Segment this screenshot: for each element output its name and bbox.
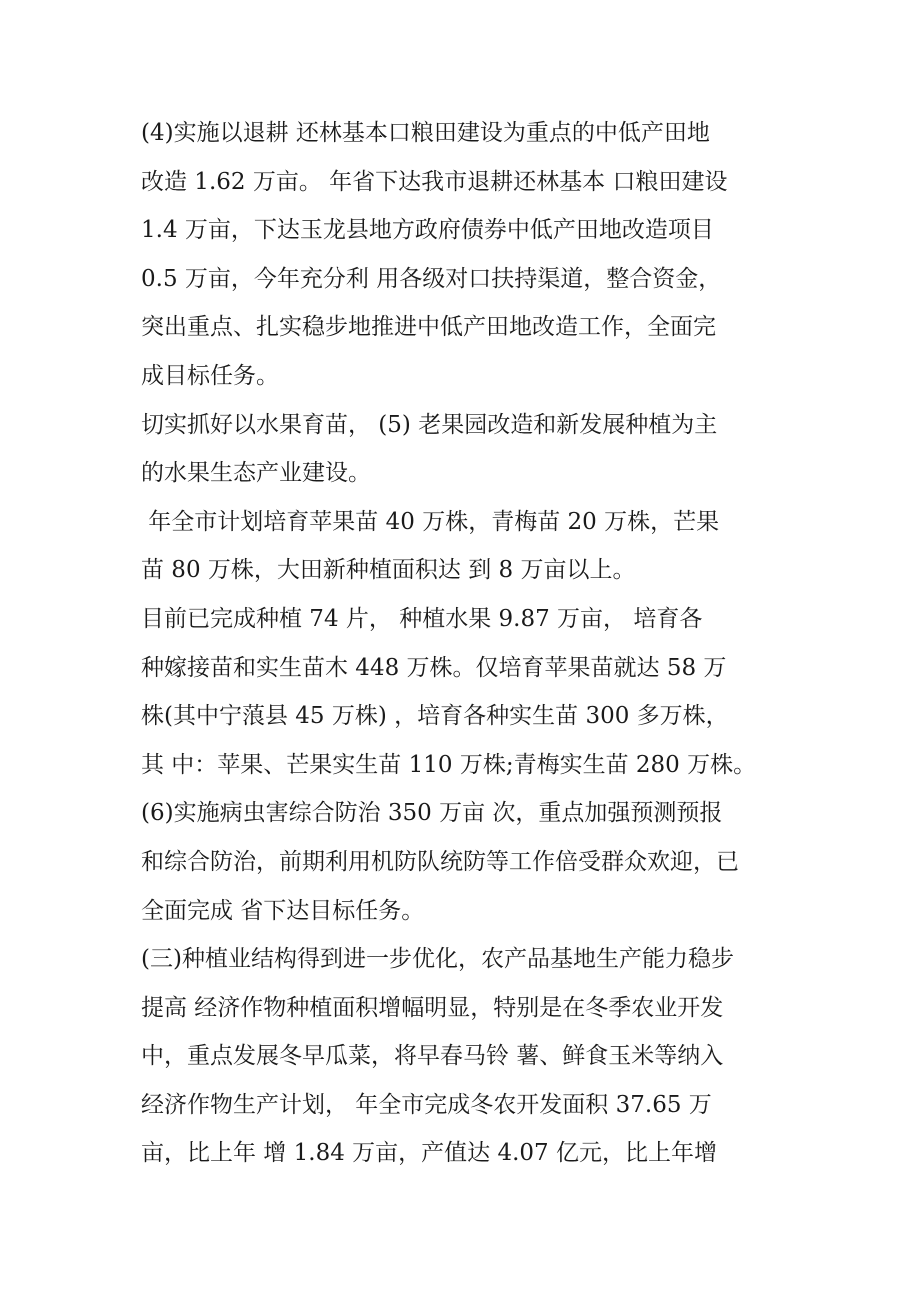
text-line-19: 提高 经济作物种植面积增幅明显，特别是在冬季农业开发 — [141, 994, 724, 1021]
text-line-17: 全面完成 省下达目标任务。 — [141, 897, 425, 924]
text-line-2: 改造 1.62 万亩。 年省下达我市退耕还林基本 口粮田建设 — [141, 168, 728, 195]
text-line-18: (三)种植业结构得到进一步优化，农产品基地生产能力稳步 — [141, 946, 734, 973]
text-line-14: 其 中：苹果、芒果实生苗 110 万株;青梅实生苗 280 万株。 — [141, 751, 757, 778]
text-line-20: 中，重点发展冬早瓜菜，将早春马铃 薯、鲜食玉米等纳入 — [141, 1043, 724, 1070]
text-line-5: 突出重点、扎实稳步地推进中低产田地改造工作，全面完 — [141, 314, 716, 341]
text-line-8: 的水果生态产业建设。 — [141, 460, 371, 487]
text-line-13: 株(其中宁蒗县 45 万株) ，培育各种实生苗 300 多万株， — [141, 703, 729, 730]
text-line-4: 0.5 万亩，今年充分利 用各级对口扶持渠道，整合资金， — [141, 265, 722, 292]
text-line-6: 成目标任务。 — [141, 362, 279, 389]
text-line-16: 和综合防治，前期利用机防队统防等工作倍受群众欢迎，已 — [141, 848, 739, 875]
text-line-12: 种嫁接苗和实生苗木 448 万株。仅培育苹果苗就达 58 万 — [141, 654, 727, 681]
body-text — [141, 109, 791, 1178]
text-line-15: (6)实施病虫害综合防治 350 万亩 次，重点加强预测预报 — [141, 800, 723, 827]
text-line-7: 切实抓好以水果育苗， (5) 老果园改造和新发展种植为主 — [141, 411, 718, 438]
text-line-9: 年全市计划培育苹果苗 40 万株，青梅苗 20 万株，芒果 — [141, 508, 720, 535]
text-line-1: (4)实施以退耕 还林基本口粮田建设为重点的中低产田地 — [141, 120, 710, 146]
text-line-3: 1.4 万亩，下达玉龙县地方政府债券中低产田地改造项目 — [141, 217, 714, 244]
text-line-11: 目前已完成种植 74 片， 种植水果 9.87 万亩， 培育各 — [141, 605, 703, 632]
text-line-22: 亩，比上年 增 1.84 万亩，产值达 4.07 亿元，比上年增 — [141, 1140, 717, 1167]
text-line-10: 苗 80 万株，大田新种植面积达 到 8 万亩以上。 — [141, 557, 636, 584]
text-line-21: 经济作物生产计划， 年全市完成冬农开发面积 37.65 万 — [141, 1091, 712, 1118]
